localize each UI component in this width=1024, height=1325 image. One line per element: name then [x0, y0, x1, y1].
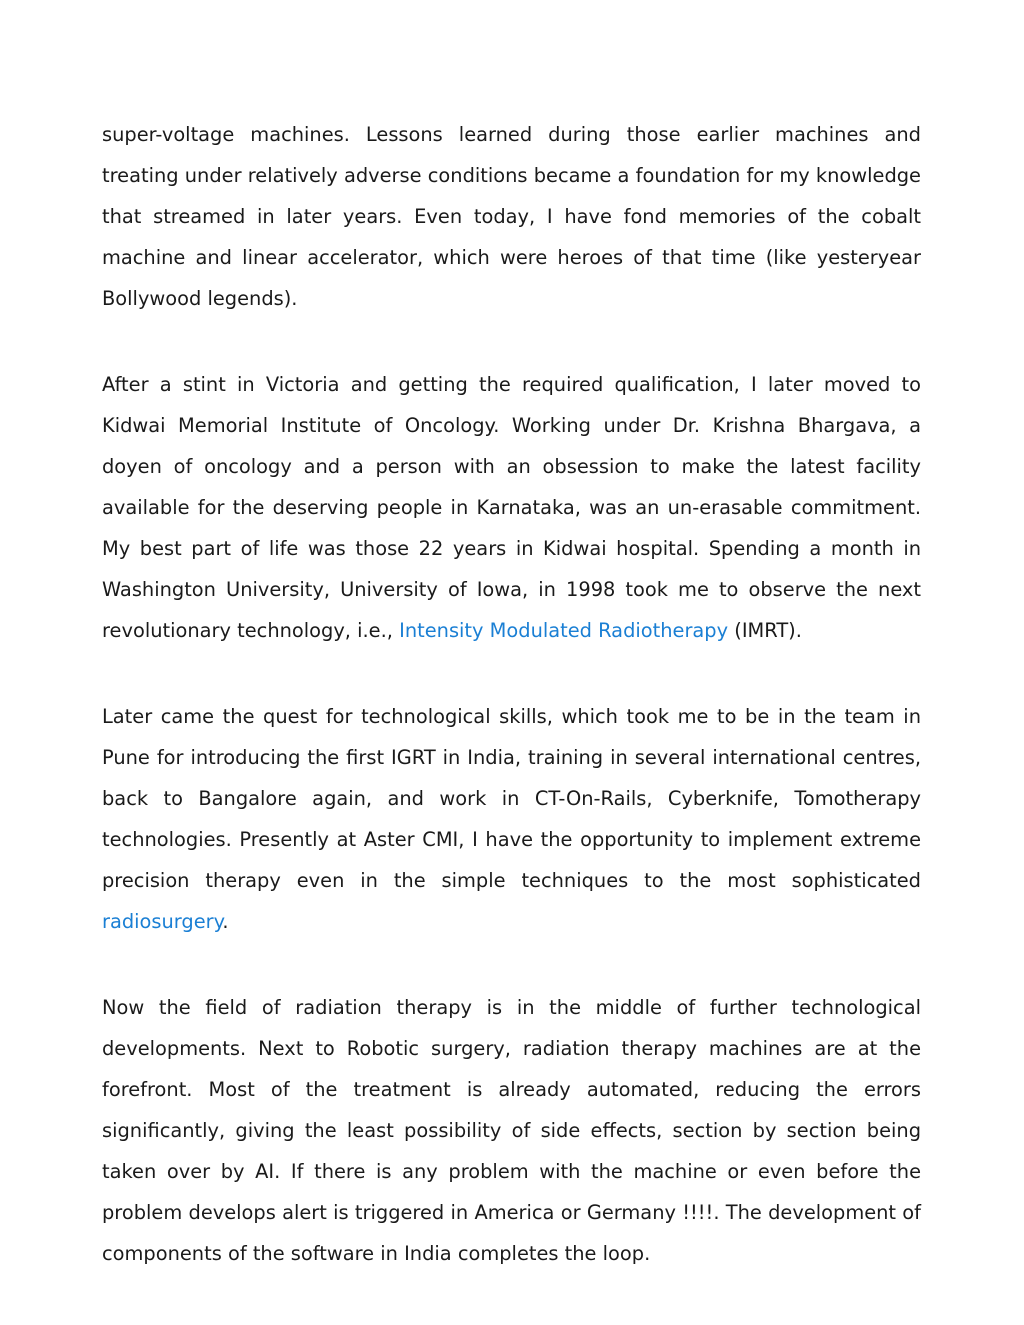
paragraph-kidwai: [102, 364, 921, 651]
paragraph-kidwai-text: After a stint in Victoria and getting the required qualification, I later moved to Kidwai Memorial Institute of Oncology. Working under Dr. Krishna Bhargava, a doyen of oncology and a person with an obsession to make the latest facility available for the deserving people in Karnataka, was an un-erasable commitment. My best part of life was those 22 years in Kidwai hospital. Spending a month in Washington University, University of Iowa, in 1998 took me to observe the next revolutionary technology, i.e.,: [102, 373, 921, 642]
paragraph-technological-skills-text: Later came the quest for technological skills, which took me to be in the team in Pune for introducing the first IGRT in India, training in several international centres, back to Bangalore again, and work in CT-On-Rails, Cyberknife, Tomotherapy technologies. Presently at Aster CMI, I have the opportunity to implement extreme precision therapy even in the simple techniques to the most sophisticated: [102, 705, 921, 892]
paragraph-technological-skills-tail: .: [222, 910, 229, 933]
paragraph-technological-skills: [102, 696, 921, 942]
imrt-link[interactable]: Intensity Modulated Radiotherapy: [399, 619, 729, 642]
paragraph-kidwai-tail: (IMRT).: [728, 619, 802, 642]
radiosurgery-link[interactable]: radiosurgery: [102, 910, 223, 933]
document-body: [102, 114, 921, 1274]
paragraph-super-voltage: super-voltage machines. Lessons learned during those earlier machines and treating under relatively adverse conditions became a foundation for my knowledge that streamed in later years. Even today, I have fond memories of the cobalt machine and linear accelerator, which were heroes of that time (like yesteryear Bollywood legends).: [102, 123, 921, 310]
paragraph-radiation-therapy-field: Now the field of radiation therapy is in the middle of further technological developments. Next to Robotic surgery, radiation therapy machines are at the forefront. Most of the treatment is already automated, reducing the errors significantly, giving the least possibility of side effects, section by section being taken over by AI. If there is any problem with the machine or even before the problem develops alert is triggered in America or Germany !!!!. The development of components of the software in India completes the loop.: [102, 996, 921, 1265]
